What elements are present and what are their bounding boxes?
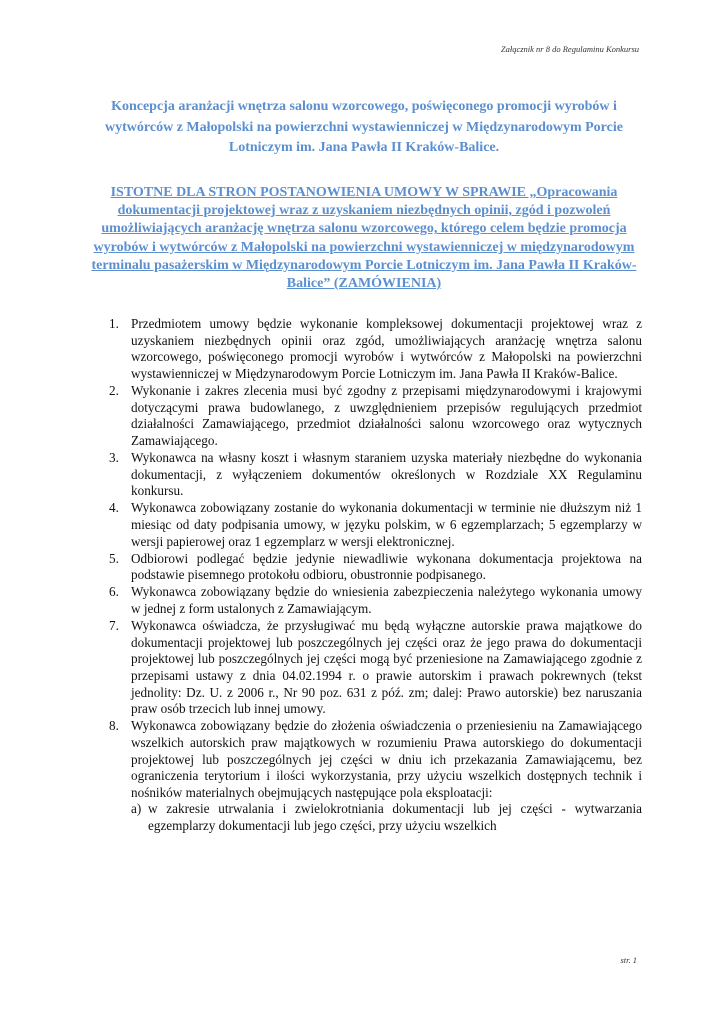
sub-list-item-text: w zakresie utrwalania i zwielokrotniania dokumentacji lub jej części - wytwarzania egzemplarzy dokumentacji lub jego części, przy użyciu wszelkich (148, 801, 642, 833)
list-item: 8. Wykonawca zobowiązany będzie do złożenia oświadczenia o przeniesieniu na Zamawiającego wszelkich autorskich praw majątkowych w rozumieniu Prawa autorskiego do dokumentacji projektowej lub poszczególnych jej części w dniu ich przekazania Zamawiającemu, bez ograniczenia terytorium i ilości wykorzystania, przy użyciu wszelkich dostępnych technik i nośników materialnych obejmujących następujące pola eksploatacji: a) w zakresie utrwalania i zwielokrotniania dokumentacji lub jej części - wytwarzania egzemplarzy dokumentacji lub jego części, przy użyciu wszelkich (109, 718, 642, 833)
list-item: 5. Odbiorowi podlegać będzie jedynie niewadliwie wykonana dokumentacja projektowa na podstawie pisemnego protokołu odbioru, obustronnie podpisanego. (109, 550, 642, 583)
list-item: 4. Wykonawca zobowiązany zostanie do wykonania dokumentacji w terminie nie dłuższym niż 1 miesiąc od daty podpisania umowy, w języku polskim, w 6 egzemplarzach; 5 egzemplarzy w wersji papierowej oraz 1 egzemplarz w wersji elektronicznej. (109, 500, 642, 549)
list-item-text: Wykonawca zobowiązany będzie do złożenia oświadczenia o przeniesieniu na Zamawiającego wszelkich autorskich praw majątkowych w rozumieniu Prawa autorskiego do dokumentacji projektowej lub poszczególnych jej części w dniu ich przekazania Zamawiającemu, bez ograniczenia terytorium i ilości wykorzystania, przy użyciu wszelkich dostępnych technik i nośników materialnych obejmujących następujące pola eksploatacji: (131, 718, 642, 800)
sub-list (131, 801, 642, 834)
list-item-text: Wykonanie i zakres zlecenia musi być zgodny z przepisami międzynarodowymi i krajowymi dotyczącymi prawa budowlanego, z uwzględnieniem przepisów regulujących przedmiot działalności Zamawiającego, przedmiot działalności salonu wzorcowego oraz wytycznych Zamawiającego. (131, 382, 642, 448)
list-item: 6. Wykonawca zobowiązany będzie do wniesienia zabezpieczenia należytego wykonania umowy w jednej z form ustalonych z Zamawiającym. (109, 584, 642, 617)
page-number: str. 1 (620, 955, 637, 965)
list-item-text: Wykonawca oświadcza, że przysługiwać mu będą wyłączne autorskie prawa majątkowe do dokumentacji projektowej lub poszczególnych jej części oraz że jego prawa do dokumentacji projektowej lub poszczególnych jej części mogą być przeniesione na Zamawiającego zgodnie z przepisami ustawy z dnia 04.02.1994 r. o prawie autorskim i prawach pokrewnych (tekst jednolity: Dz. U. z 2006 r., Nr 90 poz. 631 z póź. zm; dalej: Prawo autorskie) bez naruszania praw osób trzecich lub innej umowy. (131, 618, 642, 717)
list-item: 1. Przedmiotem umowy będzie wykonanie kompleksowej dokumentacji projektowej wraz z uzyskaniem niezbędnych opinii oraz zgód, umożliwiających aranżację wnętrza salonu wzorcowego, poświęconego promocji wyrobów i wytwórców z Małopolski na powierzchni wystawienniczej w Międzynarodowym Porcie Lotniczym im. Jana Pawła II Kraków-Balice. (109, 316, 642, 381)
annex-note: Załącznik nr 8 do Regulaminu Konkursu (500, 44, 639, 54)
document-subtitle: ISTOTNE DLA STRON POSTANOWIENIA UMOWY W SPRAWIE „Opracowania dokumentacji projektowej wraz z uzyskaniem niezbędnych opinii, zgód i pozwoleń umożliwiających aranżację wnętrza salonu wzorcowego, którego celem będzie promocja wyrobów i wytwórców z Małopolski na powierzchni wystawienniczej w międzynarodowym terminalu pasażerskim w Międzynarodowym Porcie Lotniczym im. Jana Pawła II Kraków-Balice” (ZAMÓWIENIA) (91, 185, 637, 292)
list-item: 2. Wykonanie i zakres zlecenia musi być zgodny z przepisami międzynarodowymi i krajowymi dotyczącymi prawa budowlanego, z uwzględnieniem przepisów regulujących przedmiot działalności Zamawiającego, przedmiot działalności salonu wzorcowego oraz wytycznych Zamawiającego. (109, 382, 642, 448)
list-item-text: Wykonawca na własny koszt i własnym staraniem uzyska materiały niezbędne do wykonania dokumentacji, z wyłączeniem dokumentów określonych w Rozdziale XX Regulaminu konkursu. (131, 449, 642, 499)
provisions-list (98, 316, 642, 835)
document-title: Koncepcja aranżacji wnętrza salonu wzorcowego, poświęconego promocji wyrobów i wytwórców z Małopolski na powierzchni wystawienniczej w Międzynarodowym Porcie Lotniczym im. Jana Pawła II Kraków-Balice. (105, 99, 623, 155)
list-item: 3. Wykonawca na własny koszt i własnym staraniem uzyska materiały niezbędne do wykonania dokumentacji, z wyłączeniem dokumentów określonych w Rozdziale XX Regulaminu konkursu. (109, 449, 642, 499)
list-item: 7. Wykonawca oświadcza, że przysługiwać mu będą wyłączne autorskie prawa majątkowe do dokumentacji projektowej lub poszczególnych jej części oraz że jego prawa do dokumentacji projektowej lub poszczególnych jej części mogą być przeniesione na Zamawiającego zgodnie z przepisami ustawy z dnia 04.02.1994 r. o prawie autorskim i prawach pokrewnych (tekst jednolity: Dz. U. z 2006 r., Nr 90 poz. 631 z póź. zm; dalej: Prawo autorskie) bez naruszania praw osób trzecich lub innej umowy. (109, 618, 642, 717)
list-item-text: Wykonawca zobowiązany będzie do wniesienia zabezpieczenia należytego wykonania umowy w jednej z form ustalonych z Zamawiającym. (131, 584, 642, 617)
sub-list-item: a) w zakresie utrwalania i zwielokrotniania dokumentacji lub jej części - wytwarzania egzemplarzy dokumentacji lub jego części, przy użyciu wszelkich (131, 801, 642, 833)
list-item-text: Wykonawca zobowiązany zostanie do wykonania dokumentacji w terminie nie dłuższym niż 1 miesiąc od daty podpisania umowy, w języku polskim, w 6 egzemplarzach; 5 egzemplarzy w wersji papierowej oraz 1 egzemplarz w wersji elektronicznej. (131, 500, 642, 549)
list-item-text: Odbiorowi podlegać będzie jedynie niewadliwie wykonana dokumentacja projektowa na podstawie pisemnego protokołu odbioru, obustronnie podpisanego. (131, 550, 642, 583)
list-item-text: Przedmiotem umowy będzie wykonanie kompleksowej dokumentacji projektowej wraz z uzyskaniem niezbędnych opinii oraz zgód, umożliwiających aranżację wnętrza salonu wzorcowego, poświęconego promocji wyrobów i wytwórców z Małopolski na powierzchni wystawienniczej w Międzynarodowym Porcie Lotniczym im. Jana Pawła II Kraków-Balice. (131, 316, 642, 381)
